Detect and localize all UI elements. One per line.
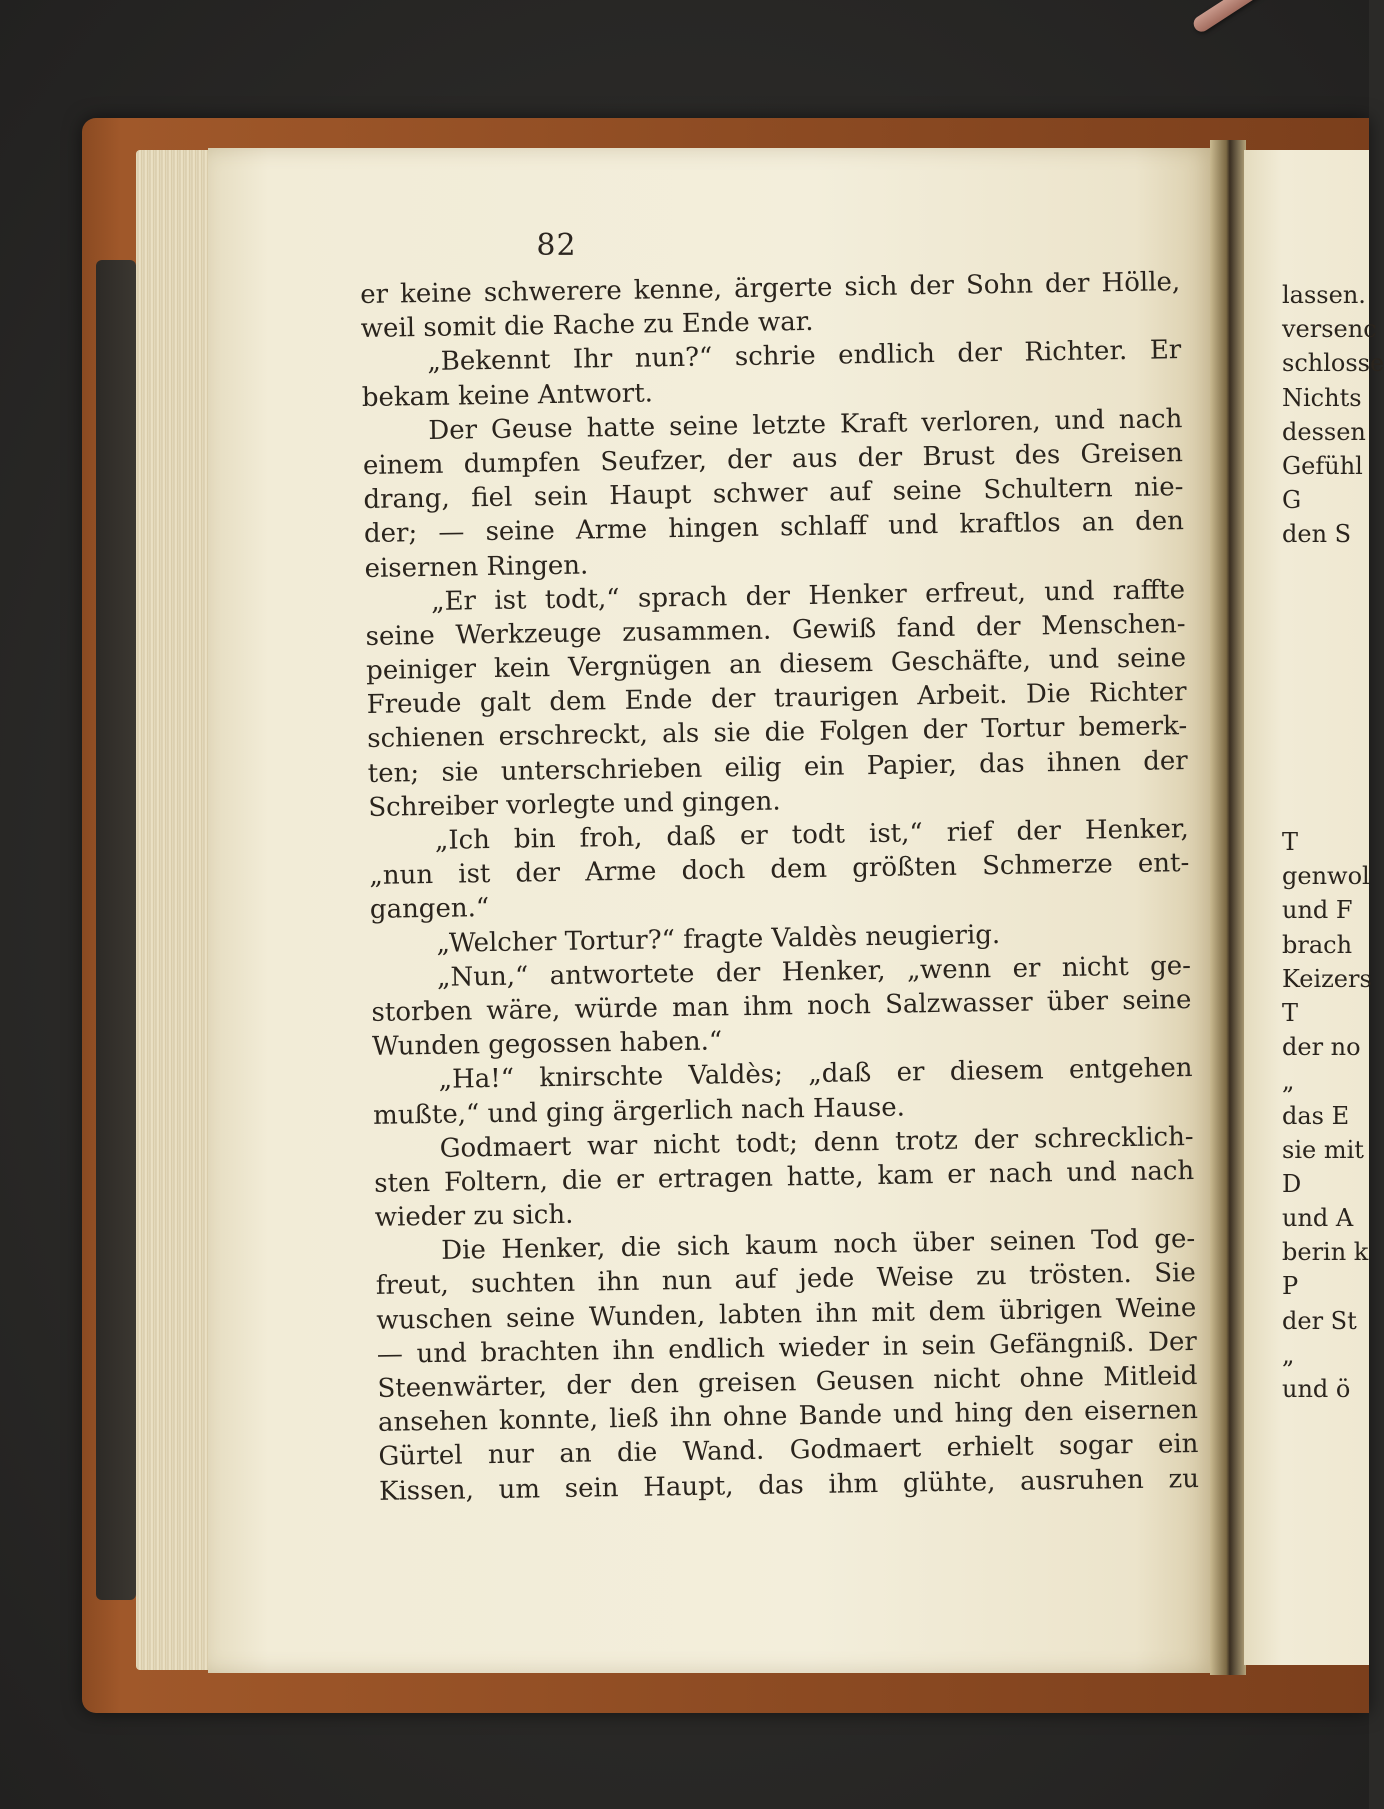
text-line: Schreiber vorlegte und gingen. (368, 786, 781, 823)
text-line: gangen.“ (369, 893, 490, 926)
right-text-fragment (1282, 688, 1372, 722)
text-line: freut, suchten ihn nun auf jede Weise zu trösten. Sie (375, 1258, 1196, 1302)
book-spine-leather (96, 260, 136, 1600)
text-line: er keine schwerere kenne, ärgerte sich der Sohn der Hölle, (360, 267, 1181, 310)
right-text-fragment: G (1282, 486, 1302, 515)
text-line: — und brachten ihn endlich wieder in sein Gefängniß. Der (376, 1326, 1198, 1370)
text-line: ten; sie unterschrieben eilig ein Papier, das ihnen der (367, 745, 1188, 789)
text-line: ansehen konnte, ließ ihn ohne Bande und hing den eisernen (377, 1395, 1199, 1439)
text-line: peiniger kein Vergnügen an diesem Geschäfte, und seine (365, 643, 1187, 687)
text-line: Freude galt dem Ende der traurigen Arbeit. Die Richter (366, 677, 1187, 721)
right-text-fragment: T (1282, 828, 1299, 856)
right-text-fragment: der no (1282, 1033, 1361, 1062)
text-line: „Nun,“ antwortete der Henker, „wenn er nicht ge- (436, 950, 1192, 993)
right-text-fragment (1282, 654, 1372, 688)
text-line: storben wäre, würde man ihm noch Salzwasser über seine (371, 984, 1192, 1028)
right-text-fragment: versenc (1282, 315, 1377, 344)
text-line: „Ich bin froh, daß er todt ist,“ rief der Henker, (434, 814, 1189, 856)
text-line: schienen erschreckt, als sie die Folgen der Tortur bemerk- (367, 711, 1188, 755)
right-text-fragment (1282, 620, 1372, 654)
right-text-fragment: Nichts (1282, 383, 1362, 412)
page-number: 82 (536, 228, 577, 263)
text-line: Wunden gegossen haben.“ (371, 1026, 723, 1063)
right-text-fragment: und A (1282, 1204, 1354, 1233)
text-line: einem dumpfen Seufzer, der aus der Brust des Greisen (362, 438, 1184, 481)
right-text-fragment: T (1282, 998, 1299, 1027)
text-line: wuschen seine Wunden, labten ihn mit dem übrigen Weine (376, 1292, 1197, 1336)
page-edges (136, 150, 216, 1670)
right-text-fragment (1282, 757, 1372, 791)
text-line: Die Henker, die sich kaum noch über seinen Tod ge- (441, 1224, 1196, 1267)
right-text-fragment: lassen. (1282, 281, 1366, 309)
text-line: weil somit die Rache zu Ende war. (360, 307, 814, 345)
right-text-fragment: und ö (1282, 1375, 1351, 1403)
right-text-fragment: das E (1282, 1101, 1350, 1130)
right-text-fragment: D (1282, 1169, 1302, 1198)
right-text-fragment: „ (1282, 1340, 1295, 1369)
text-line: Steenwärter, der den greisen Geusen nicht ohne Mitleid (377, 1360, 1198, 1404)
right-text-fragment: dessen (1282, 417, 1366, 446)
right-text-fragment: Gefühl (1282, 451, 1363, 480)
text-line: mußte,“ und ging ärgerlich nach Hause. (372, 1092, 906, 1131)
right-page-text (1282, 278, 1384, 1406)
right-text-fragment: „ (1282, 1067, 1295, 1096)
right-text-fragment: und F (1282, 896, 1353, 925)
text-line: „nun ist der Arme doch dem größten Schmerze ent- (369, 848, 1190, 892)
text-line: „Bekennt Ihr nun?“ schrie endlich der Richter. Er (427, 335, 1182, 378)
right-text-fragment: der St (1282, 1306, 1357, 1335)
text-line: „Welcher Tortur?“ fragte Valdès neugierig. (436, 919, 1001, 959)
right-text-fragment: P (1282, 1272, 1299, 1301)
right-text-fragment: Keizers (1282, 964, 1372, 993)
right-text-fragment: den S (1282, 520, 1352, 549)
text-line: bekam keine Antwort. (361, 377, 654, 413)
left-page-text (360, 265, 1199, 1508)
text-line: der; — seine Arme hingen schlaff und kraftlos an den (363, 506, 1185, 550)
text-line: eisernen Ringen. (364, 549, 589, 584)
text-line: Kissen, um sein Haupt, das ihm glühte, ausruhen zu (378, 1463, 1200, 1507)
text-line: „Er ist todt,“ sprach der Henker erfreut, und raffte (430, 574, 1186, 617)
text-line: „Ha!“ knirschte Valdès; „daß er diesem entgehen (438, 1053, 1193, 1096)
text-line: Gürtel nur an die Wand. Godmaert erhielt sogar ein (378, 1429, 1199, 1473)
text-line: drang, fiel sein Haupt schwer auf seine Schultern nie- (363, 472, 1184, 516)
right-text-fragment (1282, 722, 1372, 756)
right-text-fragment (1282, 552, 1372, 586)
text-line: seine Werkzeuge zusammen. Gewiß fand der Menschen- (365, 608, 1186, 652)
right-text-fragment: brach (1282, 930, 1353, 959)
right-text-fragment: sie mit (1282, 1135, 1364, 1164)
right-text-fragment: genwol (1282, 862, 1370, 891)
page-number-container (0, 228, 1369, 263)
right-text-fragment (1282, 791, 1372, 825)
right-text-fragment: berin k (1282, 1238, 1369, 1267)
text-line: Godmaert war nicht todt; denn trotz der schrecklich- (439, 1121, 1194, 1164)
text-line: Der Geuse hatte seine letzte Kraft verloren, und nach (428, 403, 1183, 446)
book-gutter (1210, 140, 1246, 1675)
right-text-fragment: schlosse (1282, 349, 1384, 378)
text-line: sten Foltern, die er ertragen hatte, kam er nach und nach (373, 1155, 1195, 1199)
right-text-fragment (1282, 586, 1372, 620)
text-line: wieder zu sich. (374, 1199, 574, 1233)
